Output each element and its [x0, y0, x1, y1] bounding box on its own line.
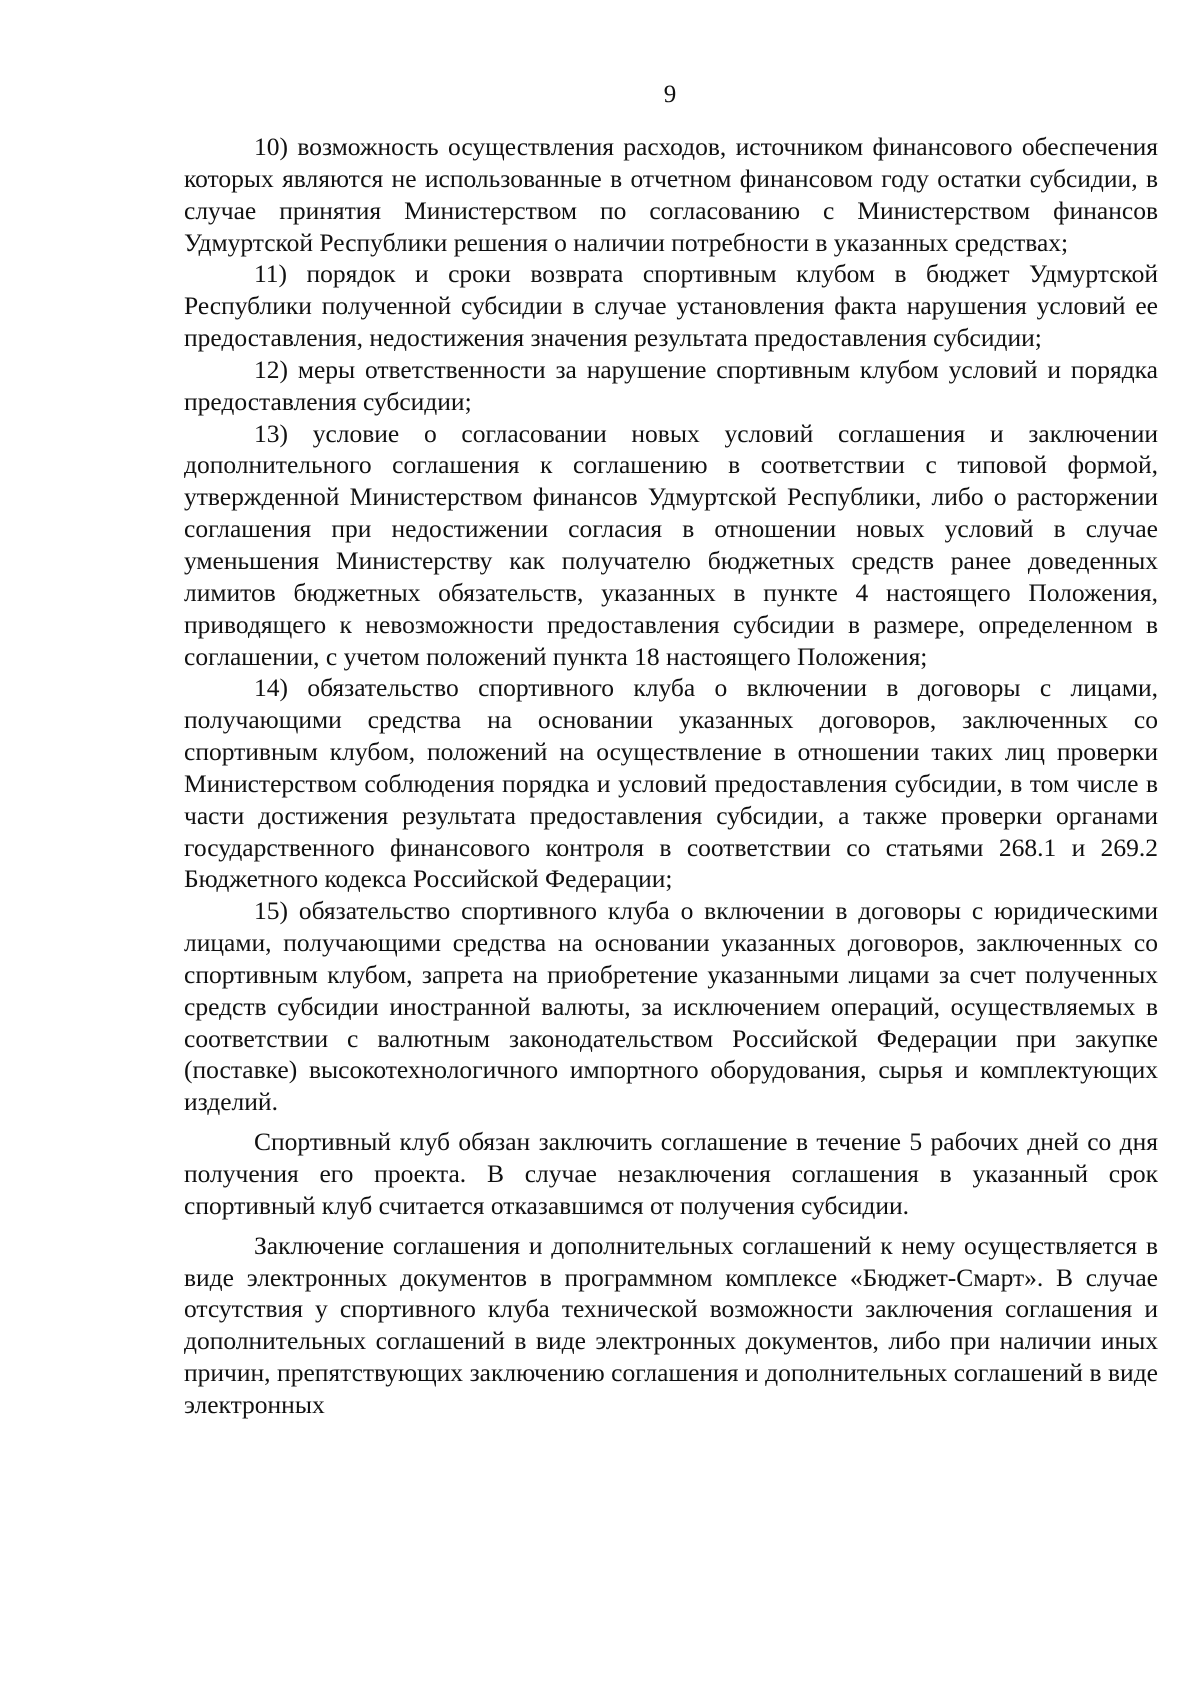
paragraph-item-15: 15) обязательство спортивного клуба о включении в договоры с юридическими лицами, получающими средства на основании указанных договоров, заключенных со спортивным клубом, запрета на приобретение указанными лицами за счет полученных средств субсидии иностранной валюты, за исключением операций, осуществляемых в соответствии с валютным законодательством Российской Федерации при закупке (поставке) высокотехнологичного импортного оборудования, сырья и комплектующих изделий.	[184, 896, 1158, 1117]
paragraph-electronic-documents: Заключение соглашения и дополнительных соглашений к нему осуществляется в виде электронных документов в программном комплексе «Бюджет-Смарт». В случае отсутствия у спортивного клуба технической возможности заключения соглашения и дополнительных соглашений в виде электронных документов, либо при наличии иных причин, препятствующих заключению соглашения и дополнительных соглашений в виде электронных	[184, 1230, 1158, 1419]
paragraph-item-11: 11) порядок и сроки возврата спортивным клубом в бюджет Удмуртской Республики полученной субсидии в случае установления факта нарушения условий ее предоставления, недостижения значения результата предоставления субсидии;	[184, 259, 1158, 353]
paragraph-item-13: 13) условие о согласовании новых условий соглашения и заключении дополнительного соглашения к соглашению в соответствии с типовой формой, утвержденной Министерством финансов Удмуртской Республики, либо о расторжении соглашения при недостижении согласия в отношении новых условий в случае уменьшения Министерству как получателю бюджетных средств ранее доведенных лимитов бюджетных обязательств, указанных в пункте 4 настоящего Положения, приводящего к невозможности предоставления субсидии в размере, определенном в соглашении, с учетом положений пункта 18 настоящего Положения;	[184, 418, 1158, 671]
paragraph-item-12: 12) меры ответственности за нарушение спортивным клубом условий и порядка предоставления субсидии;	[184, 354, 1158, 416]
page-number: 9	[663, 81, 677, 108]
paragraph-item-14: 14) обязательство спортивного клуба о включении в договоры с лицами, получающими средства на основании указанных договоров, заключенных со спортивным клубом, положений на осуществление в отношении таких лиц проверки Министерством соблюдения порядка и условий предоставления субсидии, в том числе в части достижения результата предоставления субсидии, а также проверки органами государственного финансового контроля в соответствии со статьями 268.1 и 269.2 Бюджетного кодекса Российской Федерации;	[184, 673, 1158, 894]
paragraph-item-10: 10) возможность осуществления расходов, источником финансового обеспечения которых являются не использованные в отчетном финансовом году остатки субсидии, в случае принятия Министерством по согласованию с Министерством финансов Удмуртской Республики решения о наличии потребности в указанных средствах;	[184, 132, 1158, 257]
paragraph-agreement-deadline: Спортивный клуб обязан заключить соглашение в течение 5 рабочих дней со дня получения его проекта. В случае незаключения соглашения в указанный срок спортивный клуб считается отказавшимся от получения субсидии.	[184, 1127, 1158, 1220]
document-body	[184, 131, 1158, 1421]
